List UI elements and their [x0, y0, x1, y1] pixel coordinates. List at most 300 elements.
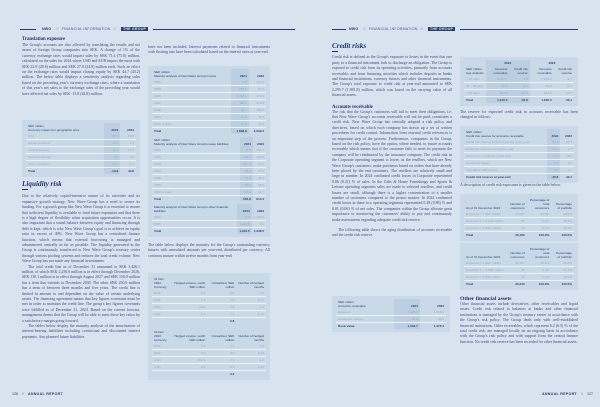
table-cell: 81 — [506, 218, 527, 225]
table-header-row — [464, 129, 574, 139]
table-cell: 2029 — [152, 114, 231, 121]
table-cell: 1-6 — [236, 357, 266, 364]
table-cell: Credit risk reserve — [336, 316, 394, 323]
table-cell: 5.1 — [171, 311, 207, 318]
table-row — [336, 316, 446, 323]
table-cell: 0.0 — [240, 147, 253, 154]
page-header: NWG // FINANCIAL INFORMATION // THE GROUP — [349, 27, 454, 31]
table-cell: -14.4 — [120, 147, 136, 154]
table-cell: 4.0 — [560, 160, 574, 167]
table — [152, 204, 266, 234]
table-cell: Reversed reserves during the year — [464, 146, 547, 153]
table-row — [152, 93, 266, 100]
table-cell: USA — [26, 133, 104, 140]
table-cell: Total — [154, 129, 162, 133]
table-row — [152, 161, 266, 168]
table-cell: 21.5% — [551, 267, 574, 274]
table-cell: 77.5 — [253, 168, 266, 175]
body-text: The tables below display the maturity analysis of the amortization of interest-bearing liabilities including contractual and discounted interest payments. Any planned future liabilities — [22, 324, 140, 339]
table-cell: 48.5% — [551, 211, 574, 218]
table-cell: 1,475.4 — [433, 324, 444, 328]
section-tag: THE GROUP — [429, 27, 454, 31]
table-cell: 4-12 — [236, 364, 266, 371]
table-row — [26, 147, 136, 154]
table-cell: 1,242.5 — [239, 229, 250, 233]
loans-maturity-table — [148, 66, 270, 137]
body-text: The Group's accounts are also affected by translating the results and net assets of foreign Group companies into SEK. A change of 1% of the currency exchange rates would impact sales by SEK 71.4 (75.0) million, calculated on the sales for 2024 where USD and EUR impact the most with SEK 22.9 (28.6) million and SEK 27.8 (24.9) million each. Such an effect on the exchange rates would impact closing equity by SEK 44.7 (43.2) million. The below table displays a sensitivity analysis regarding sales based on the preceding year's currency exchange rates, where a translation of this year's net sales to the exchange rates of the preceding year would have affected net sales by SEK -13.8 (44.8) million. — [22, 43, 140, 96]
table-row — [464, 225, 574, 232]
table-cell: -43.1 — [564, 98, 572, 102]
table-row — [464, 160, 574, 167]
table-cell: 2023 — [437, 304, 444, 308]
table-row — [152, 86, 266, 93]
table-cell: 2024 — [394, 299, 420, 309]
table-cell: Exposure 1 – 5 SEK million — [466, 219, 504, 223]
table-cell: 317.5 — [249, 79, 266, 86]
table-cell: 49.8% — [551, 260, 574, 267]
exposure-table-2023 — [460, 243, 578, 290]
table-cell: SEK million Age analysis — [466, 67, 484, 75]
table-cell: 473.5 — [249, 100, 266, 107]
page-footer: 126 // ANNUAL REPORT — [12, 392, 63, 396]
table-cell: 31 Dec 2024 Currency — [154, 277, 167, 289]
table-total-row — [464, 232, 574, 239]
body-text: The reserve for expected credit risk in accounts receivable has been changed as follows: — [460, 110, 578, 120]
table-header-row — [152, 276, 266, 290]
table-row — [152, 221, 266, 228]
table-cell: 315.5 — [231, 86, 248, 93]
table-cell: 286.2 — [249, 107, 266, 114]
table-row — [152, 100, 266, 107]
table-row — [152, 114, 266, 121]
table-cell: Total — [28, 169, 36, 173]
table-cell: 0.0 — [207, 297, 236, 304]
table-cell: 2025 — [152, 221, 237, 228]
age-analysis-table — [460, 57, 578, 106]
table-header-row — [336, 299, 446, 309]
table-cell: As of 31 December 2024 — [466, 206, 501, 210]
table-cell: -45.8 — [394, 316, 420, 323]
table-header-row — [152, 137, 266, 147]
table-cell: 0.0 — [237, 214, 251, 221]
table-cell: 1,275.9 — [530, 76, 554, 83]
table-header-row — [464, 66, 574, 76]
table-row — [152, 107, 266, 114]
table-cell — [236, 318, 266, 325]
table-row — [152, 350, 266, 357]
table-cell: 29.2% — [551, 225, 574, 232]
table-cell: USD — [152, 357, 171, 364]
table-cell: 1.3 — [120, 140, 136, 147]
table-cell: -13.8 — [104, 168, 120, 175]
table-cell: Accounts receivable — [486, 66, 510, 76]
table-cell: -2.7 — [554, 76, 574, 83]
section-title: Credit risks — [332, 42, 367, 50]
table-cell: 4-12 — [236, 297, 266, 304]
table-cell: 4-12 — [236, 311, 266, 318]
table-cell: 2024 — [152, 214, 237, 221]
table-cell: 69.9 — [530, 83, 554, 90]
table-cell: Book value — [338, 324, 355, 328]
table-header-row — [152, 329, 266, 343]
table-cell: 0.0 — [171, 350, 207, 357]
table-row — [152, 168, 266, 175]
hedge-table-2024 — [148, 273, 270, 327]
table-cell: Exposure > 5 SEK million — [464, 274, 506, 281]
table-cell: 2023 — [565, 134, 572, 138]
table-cell: -0.5 — [207, 290, 236, 297]
table-cell: 150.1 — [253, 147, 266, 154]
body-text: Due to the relatively capital-intensive nature of its activities and its expansive growth strategy, New Wave Group has a need to secure its funding. For a growth group like New Wave Group it is essential to ensure that sufficient liquidity is available to fund future expansion and that there is a high degree of flexibility when acquisition opportunities occur. It is also important that a sound balance between equity and financing through debt is kept, which is why New Wave Group's goal is to achieve an equity ratio in excess of 40%. New Wave Group has a centralised finance function, which means that external borrowing is managed and administered centrally as far as possible. The liquidity generated in the Group is continuously transferred to New Wave Group's treasury center through various pooling systems and reduces the total credit volume. New Wave Group has not made any financial investments. — [22, 194, 140, 264]
table-cell: -40.3 — [554, 90, 574, 97]
table-row — [464, 146, 574, 153]
table-cell: 116.6 — [253, 154, 266, 161]
table-cell: 50.5 — [120, 133, 136, 140]
table-cell: 1,440.3 — [394, 309, 420, 316]
table-cell: 20,106 — [515, 233, 525, 237]
table-cell: 1,343.5 — [253, 215, 264, 219]
body-text: The table below displays the maturity for the Group's outstanding currency futures with unrealized amounts per year-end, distributed per currency. All contracts mature within twelve months from year-end. — [148, 243, 270, 258]
table-cell: 1-6 — [236, 304, 266, 311]
table — [464, 129, 574, 180]
table-cell: 0.3% — [527, 267, 552, 274]
body-text: A description of credit risk exposures is given in the table below. — [460, 183, 561, 187]
table-cell: 1,440.3 — [486, 97, 510, 104]
table-cell: 10.9 — [547, 146, 561, 153]
table-cell: 2023 — [257, 209, 264, 213]
table-cell: -2.2 — [120, 161, 136, 168]
table-cell: Total — [466, 98, 474, 102]
table-cell: 72.8 — [240, 175, 253, 182]
table-cell: 12.5 — [231, 114, 248, 121]
title-underline — [332, 51, 338, 52]
title-underline — [22, 189, 28, 190]
table-cell: EUR — [152, 297, 171, 304]
table-cell: Unrealized, SEK million — [211, 281, 235, 289]
table-cell: EUR — [152, 350, 171, 357]
table-year-cell: 2023 — [548, 61, 556, 65]
footer-label: ANNUAL REPORT — [542, 392, 577, 396]
table-cell: 17.5 — [249, 86, 266, 93]
table-cell: Central Europe — [26, 147, 104, 154]
table-cell: 85.8 — [486, 83, 510, 90]
table-cell: 0.1% — [527, 274, 552, 281]
table-cell: 118.5 — [231, 100, 248, 107]
table-cell: 99.6% — [527, 260, 552, 267]
table-cell: Translation differences — [464, 167, 547, 174]
table-row — [152, 304, 266, 311]
table-cell: 2025 — [152, 86, 231, 93]
table-cell: -45.8 — [509, 97, 529, 104]
table-cell: 2024 — [104, 123, 120, 133]
table-cell: Credit risk reserve — [509, 66, 529, 76]
body-text: The following table shows the aging distribution of accounts receivable and the credit risk reserve. — [332, 228, 452, 238]
table-cell: Accounts receivable — [537, 67, 552, 75]
table-cell: 1,518.5 — [420, 309, 446, 316]
section-title: Translation exposure — [22, 37, 66, 42]
table-cell: Total — [154, 229, 162, 233]
body-text: The total credit line as of December 31 amounted to SEK 3,426.1 million, of which SEK 2,250.0 million is in effect through December 2026, SEK 130.1 million is in effect through August 2027 and SEK 150.0 million has a term that extends to December 2030. The other SEK 250.0 million has a term of between three months and five years. The credit line is limited in amount to and dependent on the value of certain underlying assets. The financing agreement means that key figures covenants must be met in order to maintain the credit line. The group's key figures covenants were fulfilled as of December 31, 2024. Based on the current forecast, management deems that the Group will be able to meet these key ratios by a satisfactory margin going forward. — [22, 264, 140, 323]
table-cell: 66.1 — [253, 175, 266, 182]
table-year-cell: 2024 — [486, 60, 530, 66]
table-cell: 12.5 — [231, 121, 248, 128]
section-label: FINANCIAL INFORMATION — [368, 27, 418, 31]
table-cell: 28.6 — [171, 304, 207, 311]
page-footer: ANNUAL REPORT // 127 — [542, 392, 593, 396]
table-cell: 2,032.3 — [253, 129, 264, 133]
table-cell: 44.5 — [253, 182, 266, 189]
table-row — [152, 311, 266, 318]
table-cell: 1.1 — [207, 311, 236, 318]
body-text: Other financial assets include derivatives, other receivables and liquid assets. Credit risk related to balances at banks and other financial institutions is managed by the Group's treasury center in accordance with the Group's risk policy. The Group deals only with well-established financial institutions. Other receivables, which represent 6.2 (6.5) % of the total credit risk, are managed locally on an ongoing basis in accordance with the Group's risk policy and with support from the central finance function. No credit risk reserve has been recorded for other financial assets. — [460, 302, 578, 344]
table-cell: Unrealized, SEK million — [211, 334, 235, 342]
table-total-row — [152, 318, 266, 325]
subsection-title: Accounts receivable — [332, 104, 373, 110]
table-total-row — [152, 371, 266, 378]
table-cell: 0.0 — [231, 79, 248, 86]
table-cell: -0.9 — [509, 83, 529, 90]
table-cell: SEK million Maturity analysis of New Wave Group's loans — [154, 70, 217, 78]
table-cell: Total — [466, 282, 474, 286]
table-cell: -16.6 — [560, 153, 574, 160]
table-cell: -10.0 — [104, 140, 120, 147]
table-cell: USD — [152, 364, 171, 371]
table-header-row — [152, 69, 266, 79]
table-cell: Exposure 1 – 5 SEK million — [466, 268, 504, 272]
table-cell: 0.0 — [207, 350, 236, 357]
table-cell: 4.2 — [171, 343, 207, 350]
table-cell: 55.0 — [240, 182, 253, 189]
table-cell: -40.9 — [509, 90, 529, 97]
table — [26, 123, 136, 174]
table-total-row — [464, 281, 574, 288]
exposure-table-2024 — [460, 194, 578, 241]
table-cell: Reserve for expected credit risks — [464, 153, 547, 160]
table-cell: Percentage of portfolio — [556, 251, 572, 259]
page-number: 127 — [586, 392, 593, 396]
table-cell: Percentage of total customers — [530, 198, 550, 210]
table-header-row — [152, 204, 266, 214]
table-cell: Other countries — [26, 161, 104, 168]
table-cell: 2030 or later — [152, 189, 240, 196]
table-cell: 22 — [506, 274, 527, 281]
table-cell: 2025 — [152, 154, 240, 161]
table-row — [26, 154, 136, 161]
table-cell: 99.5% — [527, 211, 552, 218]
table-row — [26, 161, 136, 168]
table — [152, 137, 266, 202]
table-cell: 31 Dec 2023 Currency — [154, 330, 167, 342]
table-row — [464, 167, 574, 174]
table-row — [152, 175, 266, 182]
section-tag: THE GROUP — [122, 27, 147, 31]
table-cell: 4-12 — [236, 350, 266, 357]
table-cell: 1,242.5 — [239, 222, 250, 226]
table-cell: -4.2 — [229, 372, 235, 376]
table-cell: 2026 — [152, 161, 240, 168]
table-cell: EUR — [152, 290, 171, 297]
table-cell: 88.9 — [240, 168, 253, 175]
table-row — [152, 189, 266, 196]
table-cell: Nordic countries — [26, 140, 104, 147]
table-total-row — [336, 323, 446, 330]
table-cell: 100.0% — [561, 233, 572, 237]
table-cell: 81 — [506, 267, 527, 274]
table-cell: Confirmed losses — [464, 160, 547, 167]
table-cell: < 30 days — [464, 76, 486, 83]
currency-impact-table — [22, 120, 140, 177]
table-cell: 373.2 — [249, 93, 266, 100]
table-cell: 2026 — [152, 93, 231, 100]
table-cell: Credit risk reserve — [558, 67, 572, 75]
table-cell: Credit risk reserve at year-end — [466, 175, 511, 179]
table-cell: 100.0% — [538, 233, 550, 237]
table-cell: 1,528.4 — [541, 98, 552, 102]
table-cell: 0.1 — [207, 343, 236, 350]
liquidity-risk-section — [22, 180, 140, 340]
hedge-table-2023 — [148, 326, 270, 380]
table-total-row — [464, 97, 574, 104]
table-cell: 87.9 — [253, 161, 266, 168]
table-cell: 2023 — [257, 74, 264, 78]
table-cell: -0.2 — [207, 364, 236, 371]
accounts-receivable-table — [332, 296, 450, 332]
table-cell: 2024 — [152, 147, 240, 154]
table-cell — [236, 371, 266, 378]
table-row — [26, 140, 136, 147]
table-cell: 2027 — [152, 168, 240, 175]
table-cell: Number of customers — [510, 202, 525, 210]
table-row — [464, 83, 574, 90]
table-cell: 31 – 90 days — [466, 84, 484, 88]
table-cell: 2030 or later — [152, 121, 231, 128]
page-number: 126 — [12, 392, 18, 396]
table-cell: 2024 — [240, 137, 253, 147]
other-liabilities-table — [148, 201, 270, 237]
table-cell: 2027 — [152, 100, 231, 107]
table-cell: -181.9 — [171, 357, 207, 364]
table-cell: 5.0 — [252, 221, 266, 228]
table-cell: 9.6 — [120, 154, 136, 161]
table-cell: 654.8 — [240, 196, 253, 203]
table-cell: -26.0 — [104, 161, 120, 168]
table-cell: 2024 — [231, 69, 248, 79]
table-cell: 7.7 — [560, 146, 574, 153]
table-cell: -4.1 — [207, 357, 236, 364]
table-cell: Maturity analysis of New Wave Group's other financial liabilities — [154, 205, 228, 213]
table-cell: 11.3 — [104, 147, 120, 154]
table-cell: 1-6 — [236, 290, 266, 297]
table-cell: Exposure — [336, 309, 394, 316]
body-text: The risk that the Group's customers will fail to meet their obligations, i.e. that New Wave Group's accounts receivable will not be paid, constitutes a credit risk. New Wave Group has centrally adopted a risk policy and directives, based on which each company has drawn up a set of written procedures for credit control. Information from external credit references is an important step of the process. Furthermore, companies in the Group, based on the risk policy, have the option, where needed, to insure accounts receivable which means that if the customer fails to meet its payment the company will be reimbursed by the insurance company. The credit risk in the Corporate operating segment is lower, as the resellers, which are New Wave Group's customers, make purchases based on orders that have already been placed by the end customers. The resellers are relatively small and large in number. In 2024 confirmed credit losses in Corporate represented 0.06 (0.21) % of sales. In the Gifts & Home Furnishings and Sports & Leisure operating segments sales are made to selected resellers, and credit losses are small, although there is a higher concentration to a smaller number of customers compared to the promo market. In 2024 confirmed credit losses in these two operating segments represented 0.28 (0.88) % and 0.01 (0.06) % of net sales. The companies within the Group allocate great importance to monitoring the customers' ability to pay and continuously make assessments regarding adequate credit risk reserve. — [332, 109, 452, 222]
footer-label: ANNUAL REPORT — [28, 392, 63, 396]
table-cell: 0.1% — [527, 225, 552, 232]
table-cell: 614.4 — [256, 197, 264, 201]
table-row — [464, 90, 574, 97]
table-cell: SEK million Maturity analysis of New Wave Group's lease liabilities — [154, 138, 229, 146]
table-cell: 117.0 — [240, 161, 253, 168]
table — [464, 246, 574, 287]
table-cell: Percentage of total customers — [530, 247, 550, 259]
table-cell: Credit risk reserve at the beginning of the year — [464, 139, 547, 146]
table-cell: Number of customers — [510, 251, 525, 259]
right-page — [300, 0, 600, 407]
table-cell: 2024 — [237, 204, 251, 214]
table-cell: 11.9 — [249, 114, 266, 121]
table — [464, 197, 574, 238]
table-cell: 2024 — [152, 79, 231, 86]
table-cell: 2023 — [257, 142, 264, 146]
table-cell: 100.0% — [538, 282, 550, 286]
table-cell: -38.3 — [560, 139, 574, 146]
table-cell: 146.2 — [240, 154, 253, 161]
table-cell: 1,363.1 — [231, 93, 248, 100]
table-header-row — [464, 246, 574, 260]
table-cell: Total — [154, 197, 162, 201]
table-cell: 2023 — [127, 128, 134, 132]
table-cell: Number of hedged months — [238, 281, 264, 289]
table-cell: USD — [152, 311, 171, 318]
translation-exposure-section — [22, 37, 140, 97]
table-cell: 1-6 — [236, 343, 266, 350]
table-row — [464, 218, 574, 225]
table-row — [152, 154, 266, 161]
table-cell: USD — [152, 304, 171, 311]
table-cell: -5.8 — [104, 154, 120, 161]
table-row — [152, 357, 266, 364]
table-cell: Total — [466, 233, 474, 237]
table-cell: 1,089.7 — [486, 76, 510, 83]
table-cell: 20,107 — [506, 260, 527, 267]
table-cell: 0.4% — [527, 218, 552, 225]
section-title: Liquidity risk — [22, 180, 62, 188]
page-header: NWG // FINANCIAL INFORMATION // THE GROUP — [42, 27, 147, 31]
credit-reserve-table — [460, 126, 578, 183]
table-header-row — [26, 123, 136, 133]
table-cell: 16.7 — [104, 133, 120, 140]
other-financial-assets-section — [460, 296, 578, 345]
table-cell: 44.8 — [127, 169, 134, 173]
table-total-row — [152, 228, 266, 235]
table-cell: 2028 — [152, 107, 231, 114]
table-cell: 2028 — [152, 175, 240, 182]
table-row — [464, 267, 574, 274]
table-cell: 2024 — [547, 129, 561, 139]
table-cell: 28.7% — [551, 274, 574, 281]
table-cell: -43.1 — [564, 175, 572, 179]
table-cell: As of 31 December 2023 — [466, 255, 501, 259]
section-title: Other financial assets — [460, 296, 512, 302]
table-cell — [171, 318, 207, 325]
table-header-row — [464, 197, 574, 211]
table-cell: 2029 — [152, 182, 240, 189]
table-cell: 1,394.7 — [394, 323, 420, 330]
table-cell: 174.9 — [240, 189, 253, 196]
table-cell: -43.1 — [547, 139, 561, 146]
table-cell: 20,210 — [515, 282, 525, 286]
table-cell: -4.0 — [509, 76, 529, 83]
table-cell: -45.8 — [547, 174, 561, 181]
table-cell: Number of hedged months — [238, 334, 264, 342]
table-cell — [152, 318, 171, 325]
table-cell: 264.8 — [486, 90, 510, 97]
body-text: have not been included. Interest payments related to financial instruments with floating rate have been calculated based on the interest rates at year-end. — [148, 45, 270, 55]
table-cell: 11.9 — [249, 121, 266, 128]
table-cell: SEK million Currency impact per geographic area — [28, 124, 80, 132]
table-row — [464, 274, 574, 281]
section-label: FINANCIAL INFORMATION — [61, 27, 111, 31]
table-cell: 1,838.8 — [231, 128, 248, 135]
